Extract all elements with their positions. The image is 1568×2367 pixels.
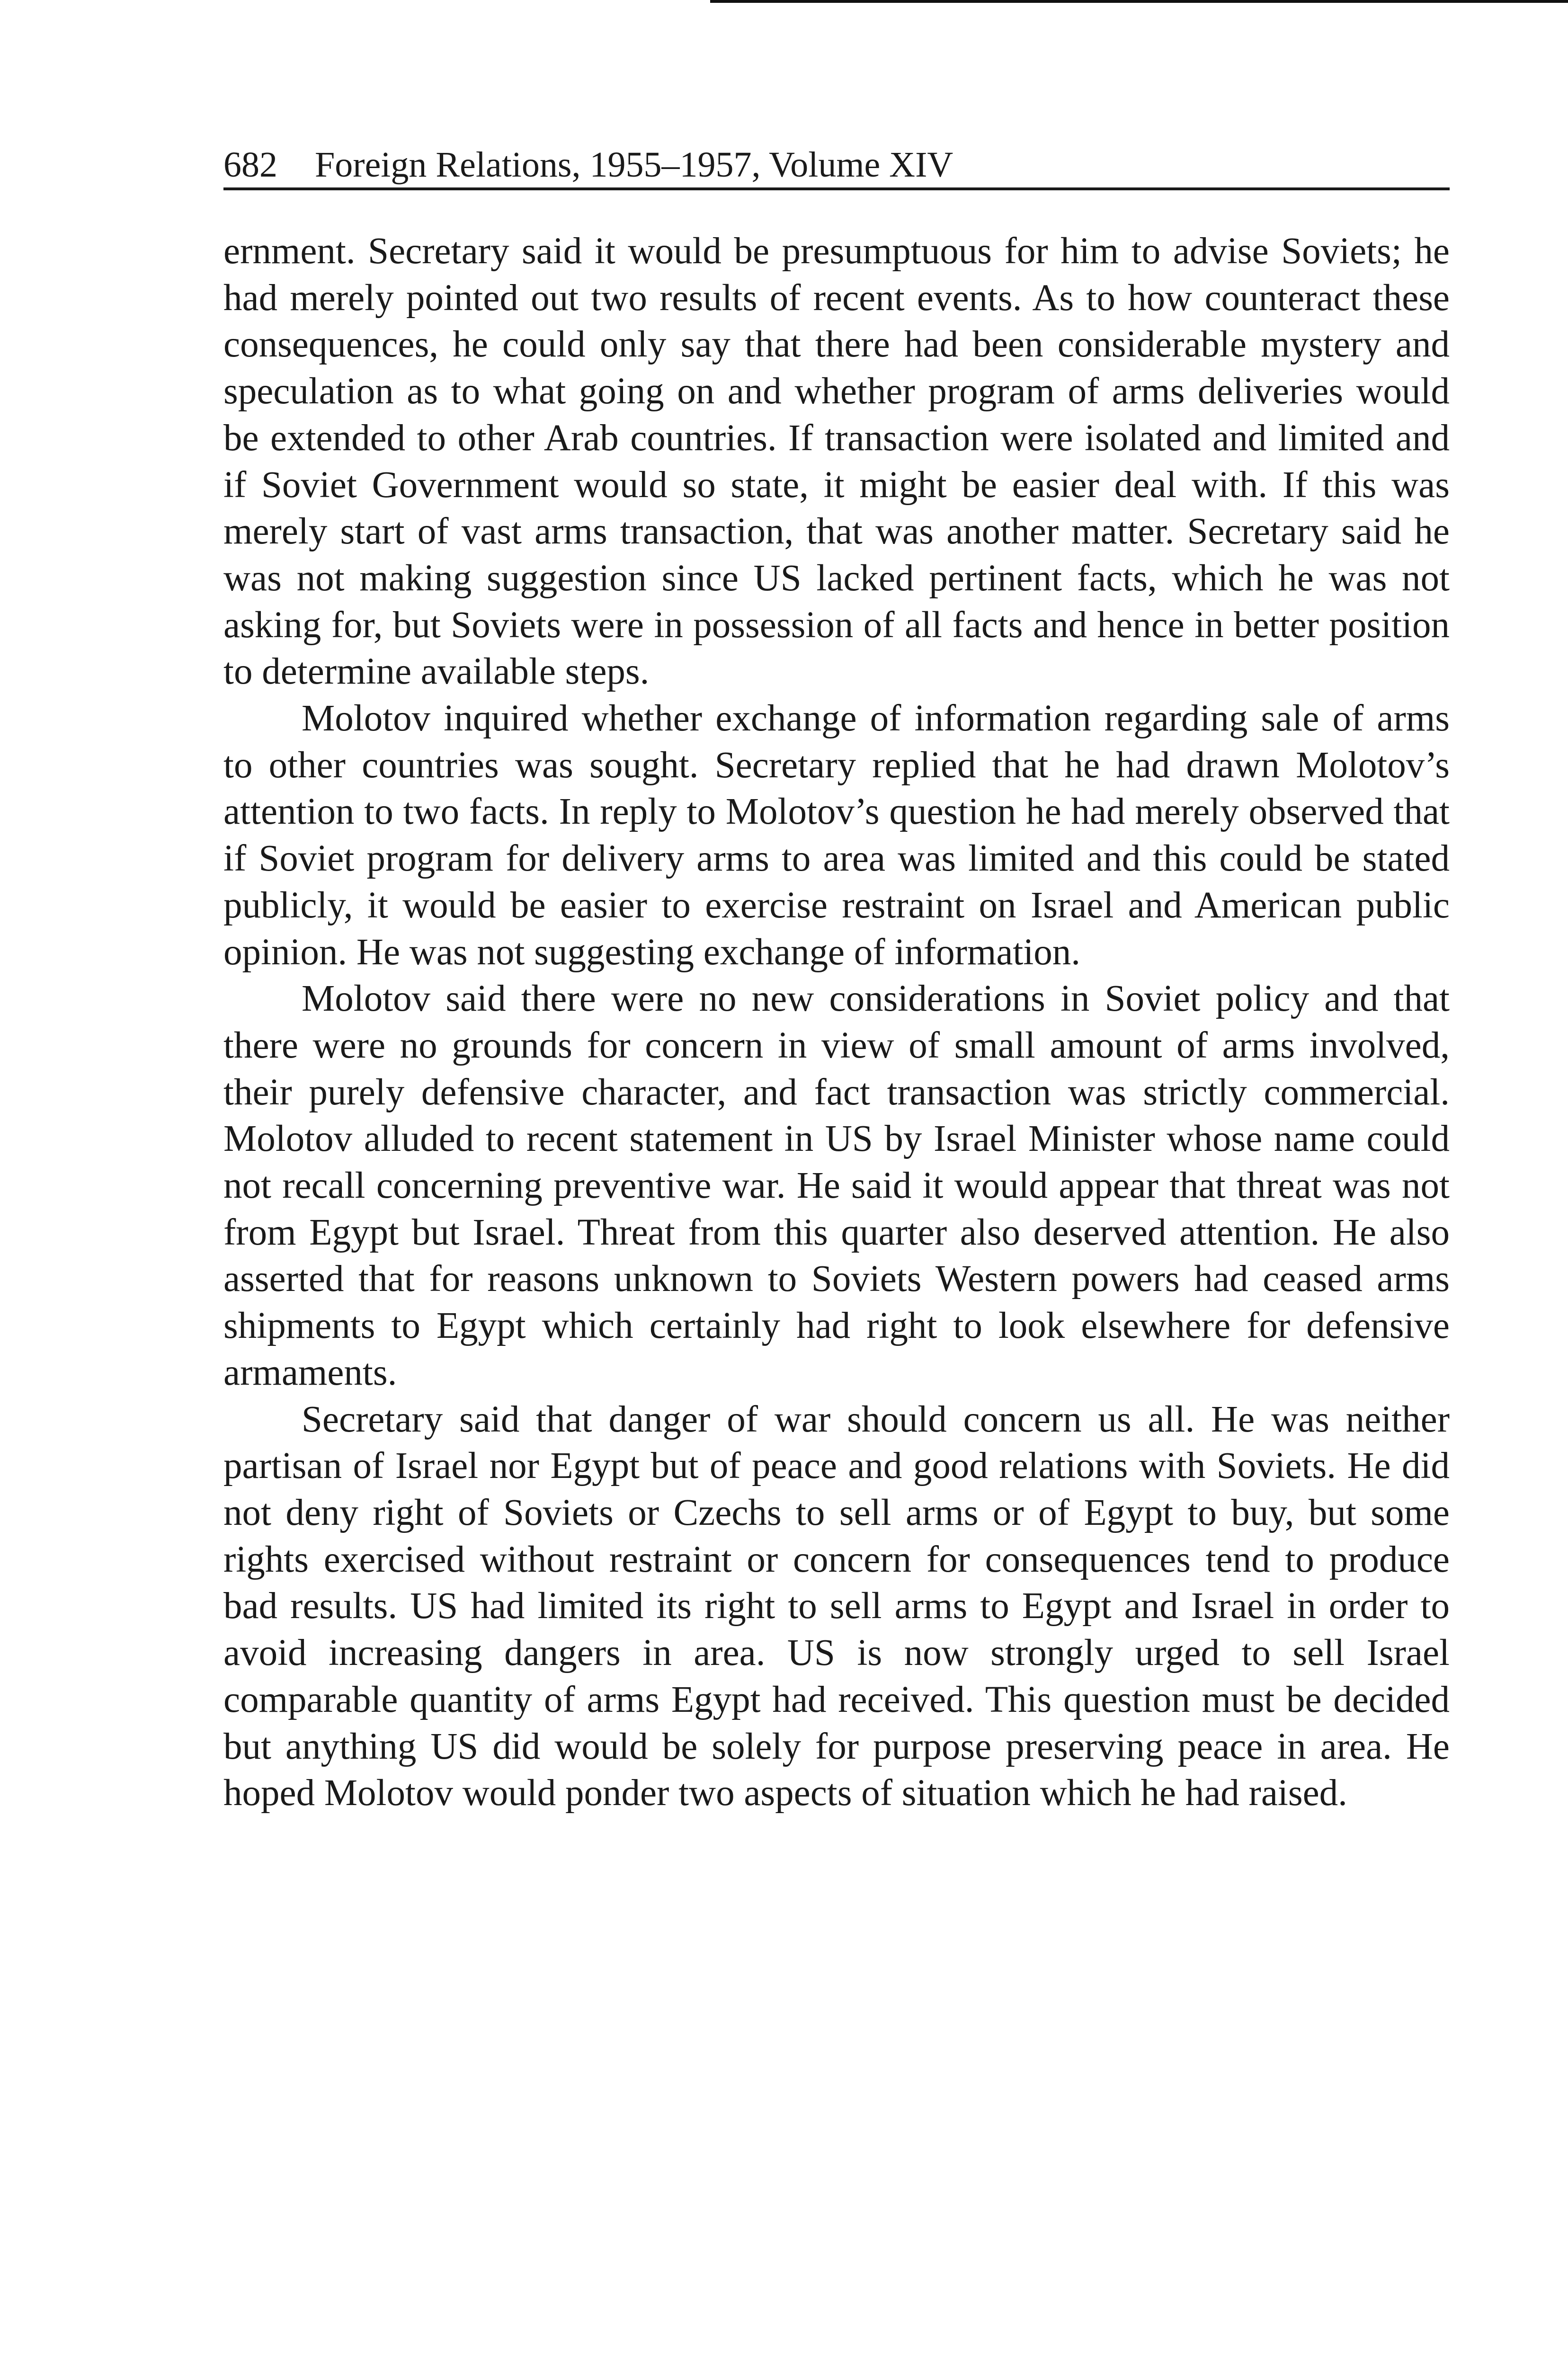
running-header [223, 142, 1450, 190]
running-title: Foreign Relations, 1955–1957, Volume XIV [315, 145, 953, 185]
paragraph: Molotov said there were no new considerations in Soviet policy and that there were no grounds for concern in view of small amount of arms involved, their purely defensive character, and fact transaction was strictly commercial. Molotov alluded to recent statement in US by Israel Minister whose name could not recall concerning preventive war. He said it would appear that threat was not from Egypt but Israel. Threat from this quarter also deserved attention. He also asserted that for reasons unknown to Soviets Western powers had ceased arms shipments to Egypt which certainly had right to look elsewhere for defensive armaments. [223, 978, 1450, 1393]
paragraph: Molotov inquired whether exchange of information regarding sale of arms to other countries was sought. Secretary replied that he had drawn Molotov’s attention to two facts. In reply to Molotov’s question he had merely observed that if Soviet program for delivery arms to area was limited and this could be stated publicly, it would be easier to exercise restraint on Israel and American public opinion. He was not suggesting exchange of information. [223, 698, 1450, 973]
page-top-edge [710, 0, 1568, 3]
page-number: 682 [223, 145, 277, 185]
paragraph: Secretary said that danger of war should concern us all. He was neither partisan of Israel nor Egypt but of peace and good relations with Soviets. He did not deny right of Soviets or Czechs to sell arms or of Egypt to buy, but some rights exercised without restraint or concern for consequences tend to produce bad results. US had limited its right to sell arms to Egypt and Israel in order to avoid increasing dangers in area. US is now strongly urged to sell Israel comparable quantity of arms Egypt had received. This question must be decided but anything US did would be solely for purpose preserving peace in area. He hoped Molotov would ponder two aspects of situation which he had raised. [223, 1398, 1450, 1814]
document-body [223, 228, 1450, 1817]
paragraph-continued: ernment. Secretary said it would be presumptuous for him to advise Soviets; he had merely pointed out two results of recent events. As to how counteract these consequences, he could only say that there had been considerable mystery and speculation as to what going on and whether program of arms deliveries would be extended to other Arab countries. If transaction were isolated and limited and if Soviet Government would so state, it might be easier deal with. If this was merely start of vast arms transaction, that was another matter. Secretary said he was not making suggestion since US lacked pertinent facts, which he was not asking for, but Soviets were in possession of all facts and hence in better position to determine available steps. [223, 231, 1450, 693]
